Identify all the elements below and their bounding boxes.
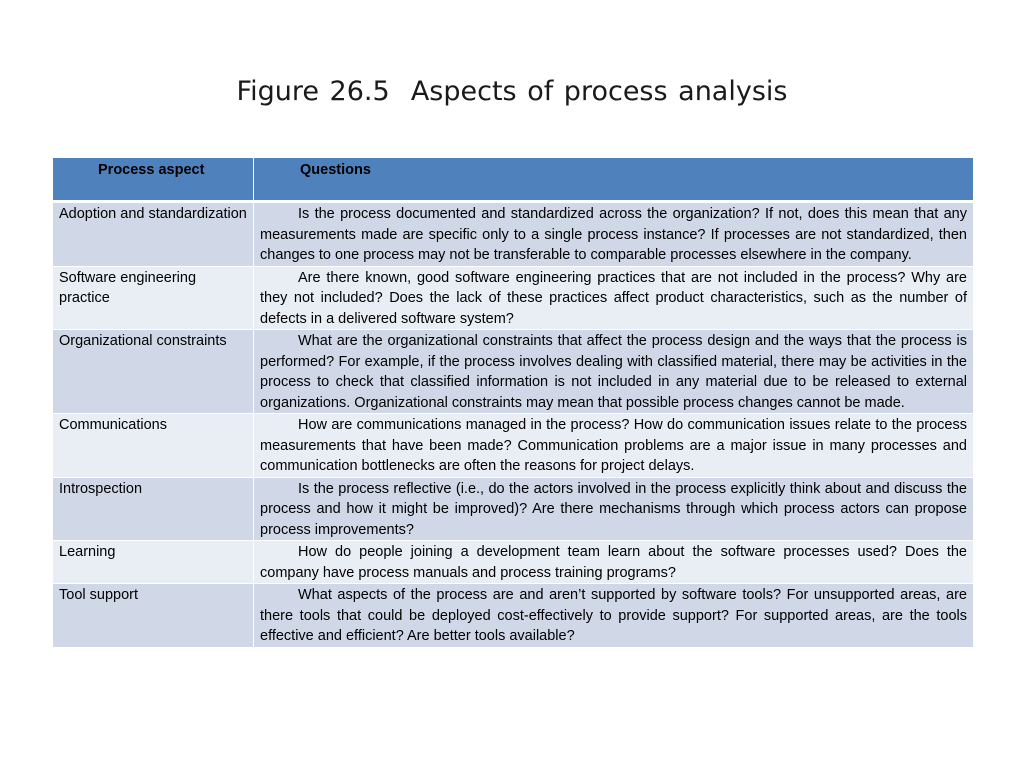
aspect-cell: Adoption and standardization xyxy=(53,202,254,267)
question-cell: Are there known, good software engineering practices that are not included in the process? Why are they not included? Does the lack of these practices affect product characteristics, such as the number of defects in a delivered software system? xyxy=(254,266,974,330)
question-cell: How do people joining a development team learn about the software processes used? Does the company have process manuals and process training programs? xyxy=(254,541,974,584)
table-row xyxy=(53,541,974,584)
aspect-cell: Tool support xyxy=(53,584,254,648)
aspect-cell: Learning xyxy=(53,541,254,584)
table-row xyxy=(53,202,974,267)
aspect-cell: Software engineering practice xyxy=(53,266,254,330)
question-cell: How are communications managed in the process? How do communication issues relate to the process measurements that have been made? Communication problems are a major issue in many processes and communication bottlenecks are often the reasons for project delays. xyxy=(254,414,974,478)
aspect-cell: Introspection xyxy=(53,477,254,541)
table-row xyxy=(53,330,974,414)
aspect-cell: Organizational constraints xyxy=(53,330,254,414)
question-cell: What are the organizational constraints that affect the process design and the ways that the process is performed? For example, if the process involves dealing with classified material, there may be activities in the process to check that classified information is not included in any material due to be released to external organizations. Organizational constraints may mean that possible process changes cannot be made. xyxy=(254,330,974,414)
process-analysis-table xyxy=(52,157,974,648)
table-header-row xyxy=(53,158,974,202)
slide-title: Figure 26.5 Aspects of process analysis xyxy=(236,76,788,107)
question-cell: Is the process documented and standardized across the organization? If not, does this mean that any measurements made are specific only to a single process instance? If processes are not standardized, then changes to one process may not be transferable to comparable processes elsewhere in the company. xyxy=(254,202,974,267)
question-cell: What aspects of the process are and aren’t supported by software tools? For unsupported areas, are there tools that could be deployed cost-effectively to provide support? For supported areas, are the tools effective and efficient? Are better tools available? xyxy=(254,584,974,648)
question-cell: Is the process reflective (i.e., do the actors involved in the process explicitly think about and discuss the process and how it might be improved)? Are there mechanisms through which process actors can propose process improvements? xyxy=(254,477,974,541)
table-row xyxy=(53,477,974,541)
table-row xyxy=(53,266,974,330)
header-process-aspect: Process aspect xyxy=(53,158,254,202)
table-row xyxy=(53,414,974,478)
aspect-cell: Communications xyxy=(53,414,254,478)
header-questions: Questions xyxy=(254,158,974,202)
table-row xyxy=(53,584,974,648)
